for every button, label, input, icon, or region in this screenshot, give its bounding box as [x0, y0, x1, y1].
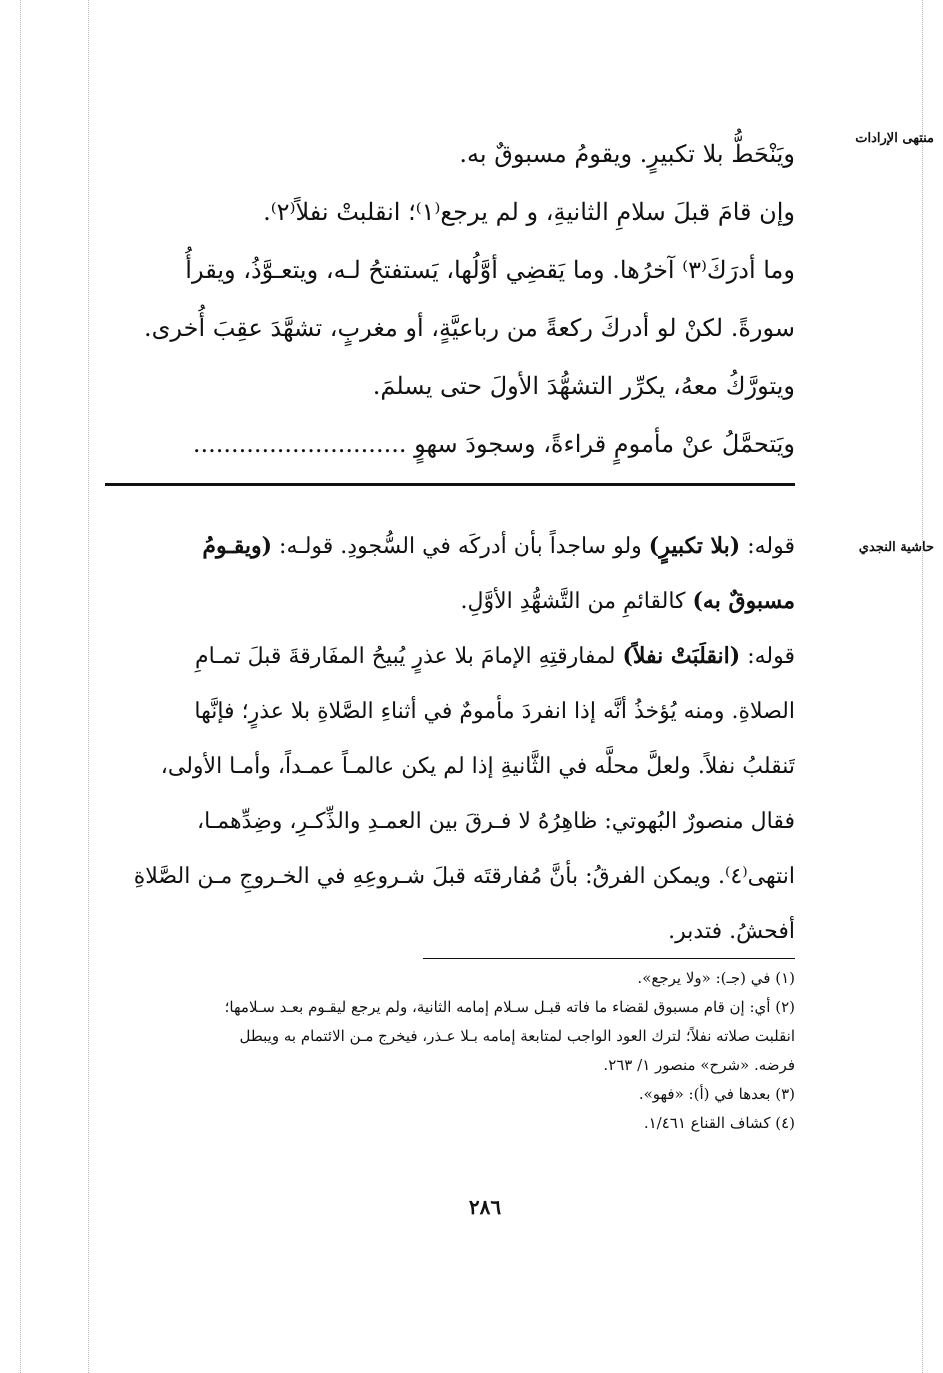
commentary-line: تَنقلبُ نفلاً. ولعلَّ محلَّه في الثَّانيةِ إذا لم يكن عالمـاً عمـداً، وأمـا الأولى،	[160, 754, 795, 779]
commentary-text-run: ولو ساجداً بأن أدركَه في السُّجودِ. قولـه:	[272, 534, 649, 559]
commentary-line: انتهى⁽٤⁾. ويمكن الفرقُ: بأنَّ مُفارقتَه قبلَ شـروعِهِ في الخـروجِ مـن الصَّلاةِ	[133, 864, 795, 889]
commentary-line	[105, 574, 795, 629]
main-text	[105, 125, 795, 473]
commentary-text	[105, 519, 795, 959]
commentary-text-run: لمفارقتِهِ الإمامَ بلا عذرٍ يُبيحُ المفَارقةَ قبلَ تمـامِ	[195, 644, 623, 669]
footnote-line: فرضه. «شرح» منصور ١/ ٢٦٣.	[603, 1056, 795, 1074]
page-number: ٢٨٦	[468, 1195, 502, 1219]
main-text-line: وإن قامَ قبلَ سلامِ الثانيةِ، و لم يرجع⁽١⁾؛ انقلبتْ نفلاً⁽٢⁾.	[263, 198, 795, 226]
footnote-line: (٤) كشاف القناع ١/٤٦١.	[643, 1114, 795, 1132]
quoted-phrase: (بلا تكبيرٍ)	[648, 533, 741, 559]
side-label-commentary: حاشية النجدي	[858, 540, 934, 555]
commentary-line	[105, 519, 795, 574]
main-text-line: ويَنْحَطُّ بلا تكبيرٍ. ويقومُ مسبوقٌ به.	[459, 140, 795, 168]
main-text-line: سورةً. لكنْ لو أدركَ ركعةً من رباعيَّةٍ، أو مغربٍ، تشهَّدَ عقِبَ أُخرى.	[143, 314, 795, 342]
scan-margin-dots-inner-left	[88, 0, 89, 1373]
commentary-line: فقال منصورٌ البُهوتي: ظاهِرُهُ لا فـرقَ بين العمـدِ والذِّكـرِ، وضِدِّهمـا،	[196, 809, 795, 834]
footnote-line: انقلبت صلاته نفلاً؛ لترك العود الواجب لمتابعة إمامه بـلا عـذر، فيخرج مـن الائتمام به ويبطل	[239, 1027, 795, 1045]
footnote-line: (٣) بعدها في (أ): «فهو».	[638, 1085, 795, 1103]
main-text-line: ويتورَّكُ معهُ، يكرِّر التشهُّدَ الأولَ حتى يسلمَ.	[372, 372, 795, 400]
commentary-text-run: قوله:	[740, 534, 795, 559]
footnote-line: (٢) أي: إن قام مسبوق لقضاء ما فاته قبـل سـلام إمامه الثانية، ولم يرجع ليقـوم بعـد سـلامها؛	[224, 998, 795, 1016]
commentary-line	[105, 629, 795, 684]
section-divider	[105, 483, 795, 486]
side-label-main-text: منتهى الإرادات	[855, 131, 934, 146]
commentary-line: الصلاةِ. ومنه يُؤخذُ أنَّه إذا انفردَ مأمومٌ في أثناءِ الصَّلاةِ بلا عذرٍ؛ فإنَّها	[194, 699, 795, 724]
main-text-line: وما أدرَكَ⁽٣⁾ آخرُها. وما يَقضِي أوَّلُها، يَستفتحُ لـه، ويتعـوَّذُ، ويقرأُ	[185, 256, 795, 284]
quoted-phrase: (ويقـومُ	[202, 533, 273, 559]
commentary-text-run: كالقائمِ من التَّشهُّدِ الأوَّلِ.	[460, 589, 693, 614]
scan-margin-dots-right	[922, 0, 923, 1373]
commentary-line: أفحشُ. فتدبر.	[668, 919, 795, 944]
scan-margin-dots-left	[20, 0, 21, 1373]
footnotes	[105, 964, 795, 1138]
quoted-phrase: مسبوقٌ به)	[692, 588, 795, 614]
main-text-line: ويَتحمَّلُ عنْ مأمومٍ قراءةً، وسجودَ سهوٍ ............................	[192, 430, 795, 458]
footnote-line: (١) في (جـ): «ولا يرجع».	[637, 969, 795, 987]
commentary-text-run: قوله:	[740, 644, 795, 669]
quoted-phrase: (انقلَبَتْ نفلاً)	[622, 643, 741, 669]
footnote-rule	[423, 958, 795, 959]
